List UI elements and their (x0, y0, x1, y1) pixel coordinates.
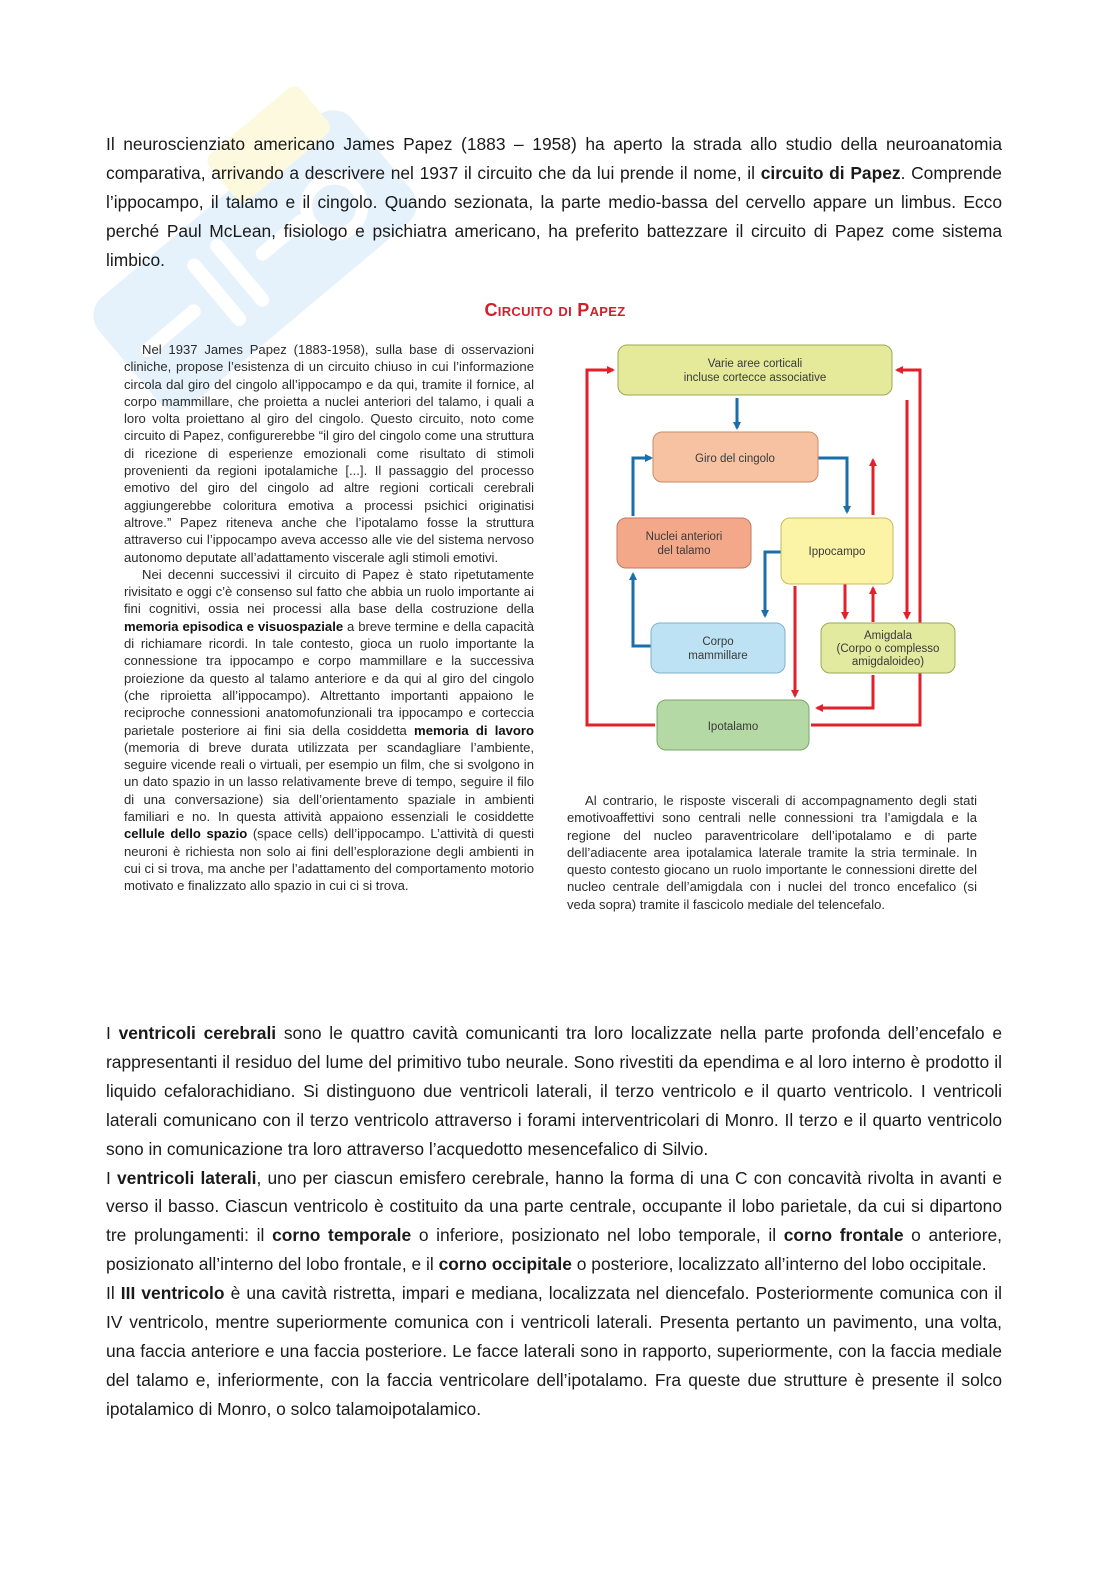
box-cortex (618, 345, 892, 395)
box-cingulate (653, 432, 818, 482)
svg-text:Ippocampo: Ippocampo (808, 546, 866, 558)
svg-text:Amigdala: Amigdala (864, 630, 912, 642)
figure-right-column (567, 792, 977, 913)
intro-paragraph: Il neuroscienziato americano James Papez (1883 – 1958) ha aperto la strada allo studio della neuroanatomia comparativa, arrivando a descrivere nel 1937 il circuito che da lui prende il nome, il circuito di Papez. Comprende l’ippocampo, il talamo e il cingolo. Quando sezionata, la parte medio-bassa del cervello appare un limbus. Ecco perché Paul McLean, fisiologo e psichiatra americano, ha preferito battezzare il circuito di Papez come sistema limbico. (106, 134, 1002, 270)
arrow-hippocampus-to-mammillary (765, 552, 781, 616)
figure-left-paragraph-2: Nei decenni successivi il circuito di Papez è stato ripetutamente rivisitato e oggi c’è consenso sul fatto che abbia un ruolo importante ai fini cognitivi, ossia nei processi alla base della costruzione della memoria episodica e visuospaziale a breve termine e della capacità di richiamare ricordi. In tale contesto, gioca un ruolo importante la connessione tra ippocampo e corpo mammillare e la successiva proiezione da questo al talamo anteriore e da qui al giro del cingolo (che riproietta all’ippocampo). Altrettanto importanti appaiono le reciproche connessioni anatomofunzionali tra ippocampo e corteccia parietale posteriore ai fini sia della cosiddetta memoria di lavoro (memoria di breve durata utilizzata per scandagliare l’ambiente, seguire vicende reali o virtuali, per esempio un film, che si svolgono in un dato spazio in un lasso relativamente breve di tempo, seguire il filo di una conversazione) sia dell’orientamento spaziale in ambienti familiari e no. In questa attività appaiono essenziali le cosiddette cellule dello spazio (space cells) dell’ippocampo. L’attività di questi neuroni è richiesta non solo ai fini dell’esplorazione degli ambienti in cui ci si trova, ma anche per l’adattamento del comportamento motorio motivato e finalizzato allo spazio in cui ci si trova. (124, 566, 535, 894)
figure-right-paragraph-1: Al contrario, le risposte viscerali di accompagnamento degli stati emotivoaffettivi sono centrali nelle connessioni tra l’amigdala e la regione del nucleo paraventricolare dell’ipotalamo e di parte dell’adiacente area ipotalamica laterale tramite la stria terminale. In questo contesto giocano un ruolo importante le connessioni dirette del nucleo centrale dell’amigdala con i nuclei del tronco encefalico (si veda sopra) tramite il fascicolo mediale del telencefalo. (567, 793, 977, 912)
figure-left-paragraph-1: Nel 1937 James Papez (1883-1958), sulla base di osservazioni cliniche, propose l’esistenza di un circuito chiuso in cui l’informazione circola dal giro del cingolo all’ippocampo e da qui, tramite il fornice, al corpo mammillare, che proietta a nuclei anteriori del talamo, i quali a loro volta proiettano al giro del cingolo. Questo circuito, noto come circuito di Papez, configurerebbe “il giro del cingolo come una struttura di ricezione di esperienze emozionali come risultato di stimoli provenienti da regioni ipotalamiche [...]. Il passaggio del processo emotivo del giro del cingolo ad altre regioni corticali cerebrali aggiungerebbe coloritura emotiva a processi psichici originatisi altrove.” Papez riteneva anche che l’ipotalamo fosse la struttura attraverso cui l’ippocampo aveva accesso alle vie del sistema nervoso autonomo deputate all’adattamento viscerale agli stimoli emotivi. (124, 342, 534, 565)
box-mammillary (651, 623, 785, 673)
box-hypothalamus (657, 700, 809, 750)
svg-text:Varie aree corticali: Varie aree corticali (707, 358, 803, 370)
ventricoli-paragraph-1: I ventricoli cerebrali sono le quattro cavità comunicanti tra loro localizzate nella parte profonda dell’encefalo e rappresentanti il residuo del lume del primitivo tubo neurale. Sono rivestiti da ependima e al loro interno è prodotto il liquido cefalorachidiano. Si distinguono due ventricoli laterali, il terzo ventricolo e il quarto ventricolo. I ventricoli laterali comunicano con il terzo ventricolo attraverso i forami interventricolari di Monro. Il terzo e il quarto ventricolo sono in comunicazione tra loro attraverso l’acquedotto mesencefalico di Silvio. (106, 1023, 1002, 1159)
box-thalamus (617, 518, 751, 568)
figure-title: Circuito di Papez (484, 300, 626, 320)
svg-text:amigdaloideo): amigdaloideo) (851, 656, 925, 668)
ventricoli-paragraph-3: Il III ventricolo è una cavità ristretta, impari e mediana, localizzata nel diencefalo. Posteriormente comunica con il IV ventricolo, mentre superiormente comunica con i ventricoli laterali. Presenta pertanto un pavimento, una volta, una faccia anteriore e una faccia posteriore. Le facce laterali sono in rapporto, superiormente, con la faccia mediale del talamo e, inferiormente, con la faccia ventricolare dell’ipotalamo. Fra queste due strutture è presente il solco ipotalamico di Monro, o solco talamoipotalamico. (106, 1283, 1002, 1419)
svg-text:del talamo: del talamo (657, 545, 711, 557)
arrow-mammillary-to-thalamus (633, 574, 651, 646)
svg-text:Ipotalamo: Ipotalamo (707, 721, 759, 733)
arrow-thalamus-to-cingulate (633, 458, 651, 516)
papez-circuit-diagram (585, 340, 965, 760)
svg-text:Nuclei anteriori: Nuclei anteriori (645, 531, 723, 543)
ventricoli-section (106, 1019, 1002, 1424)
box-amygdala (821, 623, 955, 673)
svg-text:Giro del cingolo: Giro del cingolo (695, 453, 775, 465)
box-hippocampus (781, 518, 893, 584)
ventricoli-paragraph-2: I ventricoli laterali, uno per ciascun emisfero cerebrale, hanno la forma di una C con concavità rivolta in avanti e verso il basso. Ciascun ventricolo è costituito da una parte centrale, occupante il lobo parietale, da cui si dipartono tre prolungamenti: il corno temporale o inferiore, posizionato nel lobo temporale, il corno frontale o anteriore, posizionato all’interno del lobo frontale, e il corno occipitale o posteriore, localizzato all’interno del lobo occipitale. (106, 1167, 1002, 1275)
svg-text:Corpo: Corpo (702, 636, 734, 648)
arrow-cingulate-to-hippocampus (817, 458, 847, 512)
svg-text:(Corpo o complesso: (Corpo o complesso (836, 643, 940, 655)
term-circuito-di-papez: circuito di Papez (760, 162, 901, 183)
arrow-amygdala-to-hypothalamus (817, 675, 873, 708)
figure-left-column (124, 341, 534, 895)
svg-text:incluse cortecce associative: incluse cortecce associative (683, 372, 827, 384)
svg-text:mammillare: mammillare (688, 650, 748, 662)
